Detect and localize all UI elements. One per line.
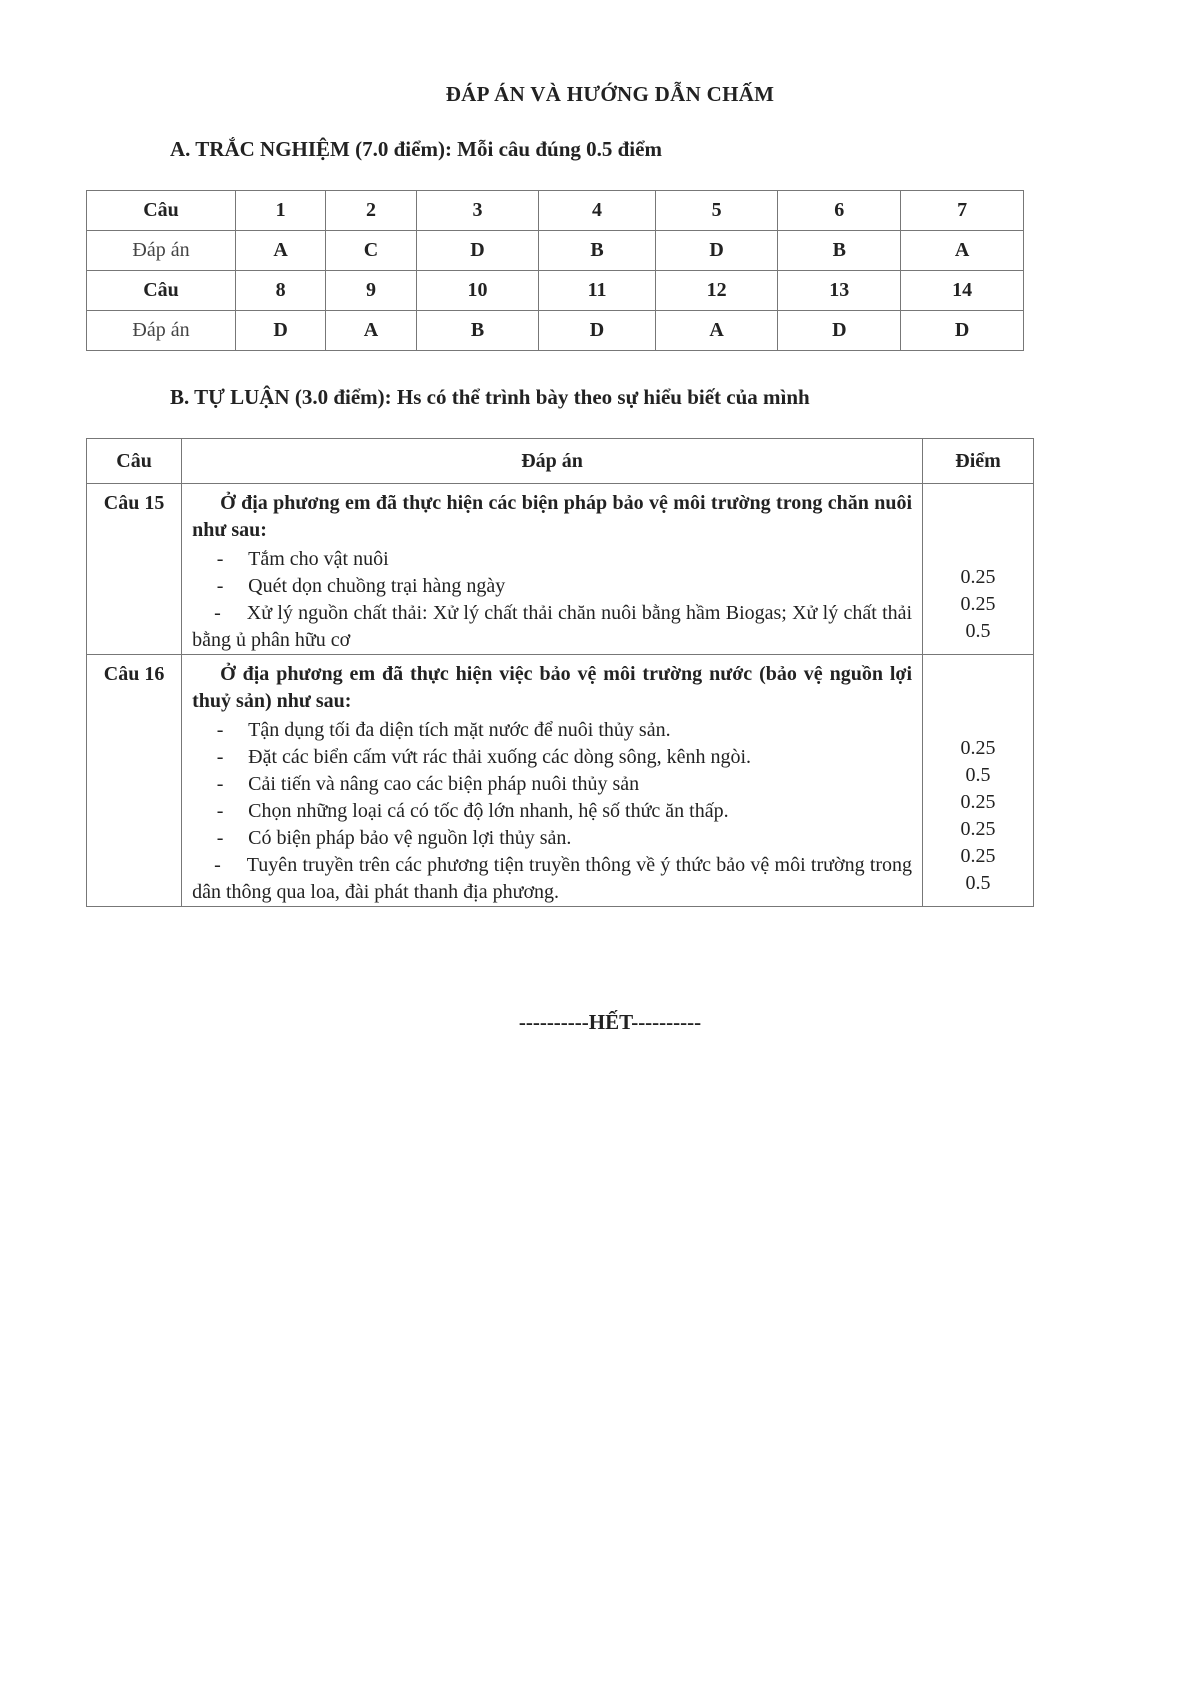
score-value: 0.25 [960, 818, 996, 840]
answer-cell: C [326, 231, 416, 271]
section-b-heading: B. TỰ LUẬN (3.0 điểm): Hs có thể trình bày theo sự hiểu biết của mình [170, 385, 810, 409]
multiple-choice-table [86, 190, 1024, 351]
answer-cell: D [778, 311, 901, 351]
answer-cell: B [539, 231, 655, 271]
list-item-text: Tuyên truyền trên các phương tiện truyền thông về ý thức bảo vệ môi trường trong dân thông qua loa, đài phát thanh địa phương. [192, 854, 913, 903]
list-item: - Quét dọn chuồng trại hàng ngày [192, 573, 912, 600]
score-value: 0.25 [960, 737, 996, 759]
score-column [923, 655, 1034, 907]
list-item-text: Tận dụng tối đa diện tích mặt nước để nuôi thủy sản. [248, 719, 671, 741]
answer-content [182, 655, 923, 907]
answer-cell: D [236, 311, 326, 351]
section-a-heading: A. TRẮC NGHIỆM (7.0 điểm): Mỗi câu đúng 0.5 điểm [170, 137, 662, 161]
answer-cell: D [539, 311, 655, 351]
list-item: - Xử lý nguồn chất thải: Xử lý chất thải chăn nuôi bằng hầm Biogas; Xử lý chất thải bằng ủ phân hữu cơ [192, 602, 913, 651]
answer-cell: A [655, 311, 778, 351]
list-item: - Tắm cho vật nuôi [192, 546, 912, 573]
score-column [923, 484, 1034, 655]
table-row [87, 655, 1034, 907]
score-value: 0.5 [965, 764, 991, 786]
question-label: Câu 16 [87, 655, 182, 907]
answer-cell: D [655, 231, 778, 271]
question-number: 13 [778, 271, 901, 311]
list-item-text: Tắm cho vật nuôi [248, 548, 389, 570]
question-number: 2 [326, 191, 416, 231]
score-value: 0.5 [965, 620, 991, 642]
table-row [87, 191, 1024, 231]
table-row [87, 271, 1024, 311]
score-value: 0.25 [960, 566, 996, 588]
row-label-answer: Đáp án [87, 311, 236, 351]
list-item: - Có biện pháp bảo vệ nguồn lợi thủy sản. [192, 825, 912, 852]
list-item-text: Có biện pháp bảo vệ nguồn lợi thủy sản. [248, 827, 572, 849]
answer-cell: A [236, 231, 326, 271]
list-item: - Tận dụng tối đa diện tích mặt nước để nuôi thủy sản. [192, 717, 912, 744]
score-value: 0.5 [965, 872, 991, 894]
table-row [87, 484, 1034, 655]
list-item-text: Quét dọn chuồng trại hàng ngày [248, 575, 506, 597]
answer-content [182, 484, 923, 655]
essay-table [86, 438, 1034, 907]
question-number: 12 [655, 271, 778, 311]
question-label: Câu 15 [87, 484, 182, 655]
answer-cell: B [416, 311, 539, 351]
answer-lead: Ở địa phương em đã thực hiện việc bảo vệ môi trường nước (bảo vệ nguồn lợi thuỷ sản) như sau: [192, 663, 913, 712]
answer-cell: D [901, 311, 1024, 351]
header-score: Điểm [923, 439, 1034, 484]
list-item-text: Đặt các biển cấm vứt rác thải xuống các dòng sông, kênh ngòi. [248, 746, 752, 768]
question-number: 8 [236, 271, 326, 311]
score-value: 0.25 [960, 845, 996, 867]
list-item-text: Chọn những loại cá có tốc độ lớn nhanh, hệ số thức ăn thấp. [248, 800, 729, 822]
answer-cell: B [778, 231, 901, 271]
list-item-text: Cải tiến và nâng cao các biện pháp nuôi thủy sản [248, 773, 640, 795]
header-question: Câu [87, 439, 182, 484]
score-value: 0.25 [960, 791, 996, 813]
answer-cell: D [416, 231, 539, 271]
answer-cell: A [326, 311, 416, 351]
question-number: 3 [416, 191, 539, 231]
question-number: 4 [539, 191, 655, 231]
row-label-question: Câu [87, 191, 236, 231]
list-item: - Chọn những loại cá có tốc độ lớn nhanh, hệ số thức ăn thấp. [192, 798, 912, 825]
score-value: 0.25 [960, 593, 996, 615]
table-row [87, 231, 1024, 271]
list-item: - Tuyên truyền trên các phương tiện truyền thông về ý thức bảo vệ môi trường trong dân thông qua loa, đài phát thanh địa phương. [192, 854, 913, 903]
question-number: 9 [326, 271, 416, 311]
end-marker: ----------HẾT---------- [518, 1010, 702, 1034]
answer-cell: A [901, 231, 1024, 271]
list-item-text: Xử lý nguồn chất thải: Xử lý chất thải chăn nuôi bằng hầm Biogas; Xử lý chất thải bằng ủ phân hữu cơ [192, 602, 913, 651]
question-number: 7 [901, 191, 1024, 231]
table-header-row [87, 439, 1034, 484]
list-item: - Cải tiến và nâng cao các biện pháp nuôi thủy sản [192, 771, 912, 798]
table-row [87, 311, 1024, 351]
row-label-question: Câu [87, 271, 236, 311]
question-number: 11 [539, 271, 655, 311]
document-title: ĐÁP ÁN VÀ HƯỚNG DẪN CHẤM [445, 82, 775, 106]
answer-lead: Ở địa phương em đã thực hiện các biện pháp bảo vệ môi trường trong chăn nuôi như sau: [192, 492, 913, 541]
question-number: 14 [901, 271, 1024, 311]
header-answer: Đáp án [182, 439, 923, 484]
question-number: 5 [655, 191, 778, 231]
row-label-answer: Đáp án [87, 231, 236, 271]
question-number: 6 [778, 191, 901, 231]
question-number: 10 [416, 271, 539, 311]
question-number: 1 [236, 191, 326, 231]
list-item: - Đặt các biển cấm vứt rác thải xuống các dòng sông, kênh ngòi. [192, 744, 912, 771]
